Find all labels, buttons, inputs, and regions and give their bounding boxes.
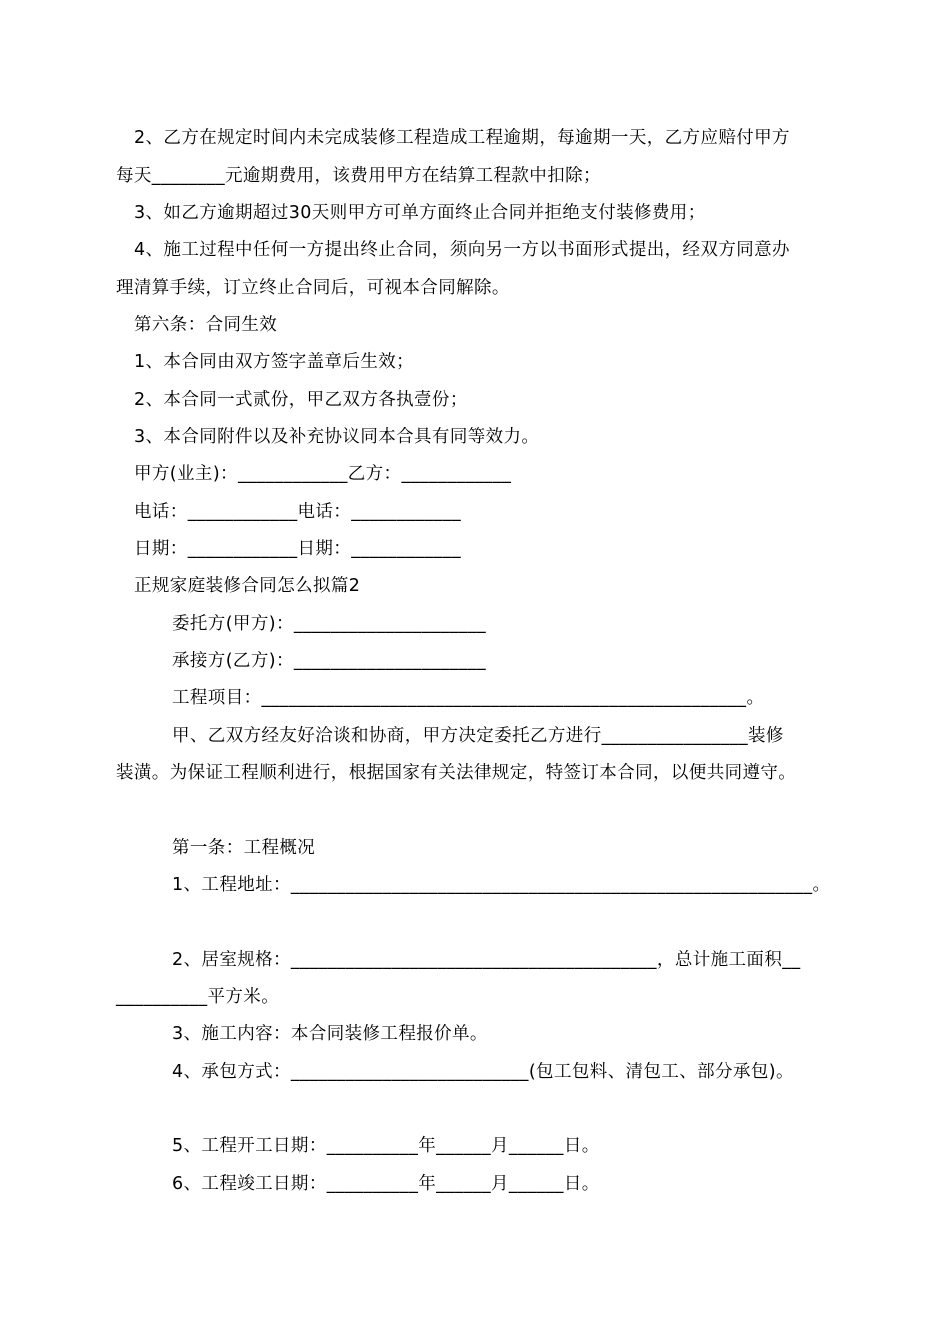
signature-party-line: 甲方(业主)：____________乙方：____________ [134, 464, 512, 484]
text-line: 3、施工内容：本合同装修工程报价单。 [172, 1024, 488, 1044]
end-date-line: 6、工程竣工日期：__________年______月______日。 [172, 1174, 600, 1194]
text-line: 4、施工过程中任何一方提出终止合同，须向另一方以书面形式提出，经双方同意办 [134, 240, 790, 260]
text-line: 甲、乙双方经友好洽谈和协商，甲方决定委托乙方进行________________装修 [172, 726, 784, 746]
text-line: 3、如乙方逾期超过30天则甲方可单方面终止合同并拒绝支付装修费用； [134, 203, 706, 223]
text-line: 3、本合同附件以及补充协议同本合具有同等效力。 [134, 427, 540, 447]
start-date-line: 5、工程开工日期：__________年______月______日。 [172, 1136, 600, 1156]
signature-date-line: 日期：____________日期：____________ [134, 539, 461, 559]
contractor-line: 承接方(乙方)：_____________________ [172, 651, 487, 671]
text-line: __________平方米。 [116, 987, 280, 1007]
text-line: 装潢。为保证工程顺利进行，根据国家有关法律规定，特签订本合同，以便共同遵守。 [116, 763, 797, 783]
text-line: 2、本合同一式贰份，甲乙双方各执壹份； [134, 390, 468, 410]
client-line: 委托方(甲方)：_____________________ [172, 614, 487, 634]
text-line: 理清算手续，订立终止合同后，可视本合同解除。 [116, 278, 510, 298]
project-line: 工程项目：_____________________________________________________。 [172, 688, 765, 708]
text-line: 2、乙方在规定时间内未完成装修工程造成工程逾期，每逾期一天，乙方应赔付甲方 [134, 128, 790, 148]
document-subtitle: 正规家庭装修合同怎么拟篇2 [134, 576, 361, 596]
text-line: 2、居室规格：________________________________________，总计施工面积__ [172, 950, 801, 970]
text-line: 每天________元逾期费用，该费用甲方在结算工程款中扣除； [116, 166, 601, 186]
section-heading: 第一条：工程概况 [172, 838, 316, 858]
text-line: 4、承包方式：__________________________(包工包料、清包工、部分承包)。 [172, 1062, 794, 1082]
section-heading: 第六条：合同生效 [134, 315, 278, 335]
text-line: 1、本合同由双方签字盖章后生效； [134, 352, 415, 372]
signature-phone-line: 电话：____________电话：____________ [134, 502, 461, 522]
text-line: 1、工程地址：_________________________________________________________。 [172, 875, 831, 895]
